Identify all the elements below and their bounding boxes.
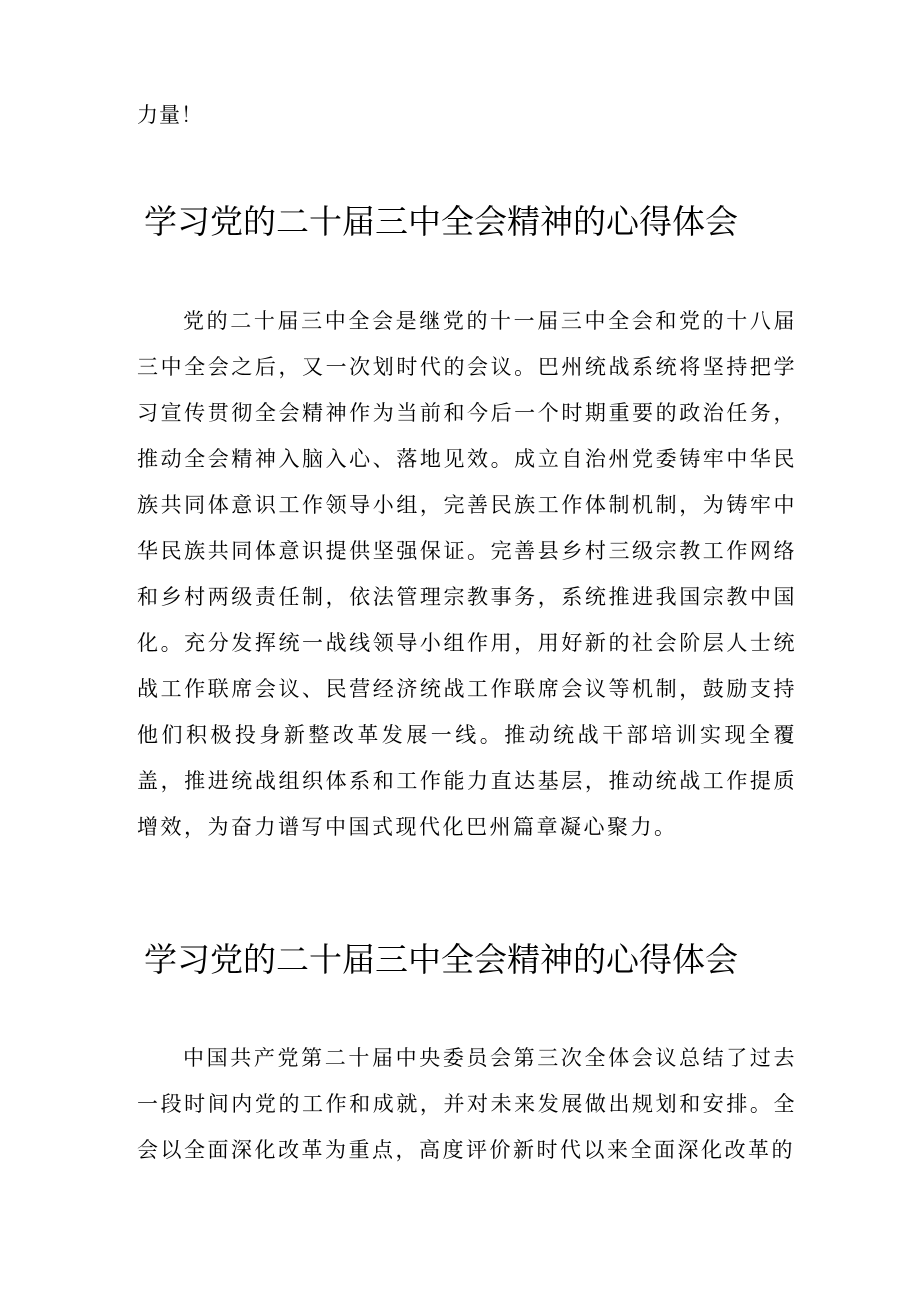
continuation-text: 力量！: [137, 103, 203, 127]
section-paragraph: 中国共产党第二十届中央委员会第三次全体会议总结了过去一段时间内党的工作和成就，并对未来发展做出规划和安排。全会以全面深化改革为重点，高度评价新时代以来全面深化改革的: [137, 1046, 797, 1162]
section-heading: 学习党的二十届三中全会精神的心得体会: [144, 202, 738, 241]
section-heading: 学习党的二十届三中全会精神的心得体会: [144, 940, 738, 979]
section-paragraph: 党的二十届三中全会是继党的十一届三中全会和党的十八届三中全会之后，又一次划时代的会议。巴州统战系统将坚持把学习宣传贯彻全会精神作为当前和今后一个时期重要的政治任务，推动全会精神入脑入心、落地见效。成立自治州党委铸牢中华民族共同体意识工作领导小组，完善民族工作体制机制，为铸牢中华民族共同体意识提供坚强保证。完善县乡村三级宗教工作网络和乡村两级责任制，依法管理宗教事务，系统推进我国宗教中国化。充分发挥统一战线领导小组作用，用好新的社会阶层人士统战工作联席会议、民营经济统战工作联席会议等机制，鼓励支持他们积极投身新整改革发展一线。推动统战干部培训实现全覆盖，推进统战组织体系和工作能力直达基层，推动统战工作提质增效，为奋力谱写中国式现代化巴州篇章凝心聚力。: [137, 309, 797, 839]
